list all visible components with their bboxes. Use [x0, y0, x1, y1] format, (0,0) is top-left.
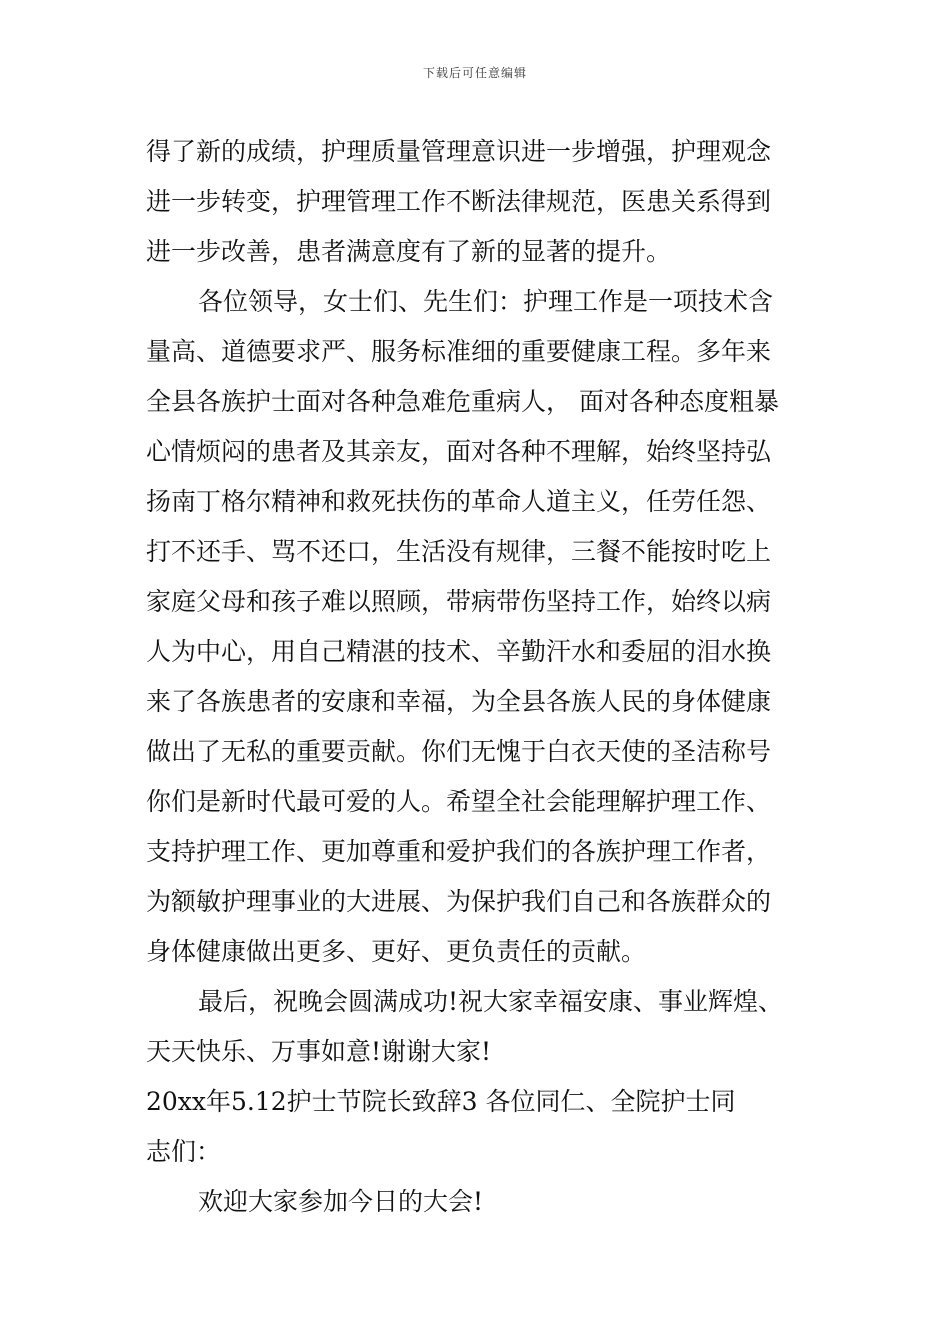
text-line: 天天快乐、万事如意!谢谢大家! [146, 1037, 492, 1066]
text-line: 得了新的成绩，护理质量管理意识进一步增强，护理观念 [146, 137, 772, 166]
text-line: 家庭父母和孩子难以照顾，带病带伤坚持工作，始终以病 [146, 587, 772, 616]
text-line: 量高、道德要求严、服务标准细的重要健康工程。多年来 [146, 337, 772, 366]
page-header: 下载后可任意编辑 [422, 66, 527, 80]
text-line: 来了各族患者的安康和幸福，为全县各族人民的身体健康 [146, 687, 772, 716]
text-line: 进一步转变，护理管理工作不断法律规范，医患关系得到 [146, 187, 772, 216]
text-line: 打不还手、骂不还口，生活没有规律，三餐不能按时吃上 [146, 537, 772, 566]
text-line: 身体健康做出更多、更好、更负责任的贡献。 [146, 937, 647, 966]
text-line: 最后，祝晚会圆满成功!祝大家幸福安康、事业辉煌、 [198, 987, 784, 1016]
text-line: 欢迎大家参加今日的大会! [198, 1187, 484, 1216]
text-line: 扬南丁格尔精神和救死扶伤的革命人道主义，任劳任怨、 [146, 487, 772, 516]
text-line: 做出了无私的重要贡献。你们无愧于白衣天使的圣洁称号 [146, 737, 772, 766]
text-line: 支持护理工作、更加尊重和爱护我们的各族护理工作者， [146, 837, 772, 866]
text-line: 20xx年5.12护士节院长致辞3 各位同仁、全院护士同 [146, 1087, 736, 1116]
text-line: 进一步改善，患者满意度有了新的显著的提升。 [146, 237, 672, 266]
text-line: 人为中心，用自己精湛的技术、辛勤汗水和委屈的泪水换 [146, 637, 772, 666]
text-line: 全县各族护士面对各种急难危重病人， 面对各种态度粗暴 [146, 387, 779, 416]
document-body [146, 127, 806, 1227]
text-line: 心情烦闷的患者及其亲友，面对各种不理解，始终坚持弘 [146, 437, 772, 466]
text-line: 为额敏护理事业的大进展、为保护我们自己和各族群众的 [146, 887, 772, 916]
text-line: 你们是新时代最可爱的人。希望全社会能理解护理工作、 [146, 787, 772, 816]
text-line: 志们： [146, 1137, 222, 1166]
text-line: 各位领导，女士们、先生们：护理工作是一项技术含 [198, 287, 774, 316]
